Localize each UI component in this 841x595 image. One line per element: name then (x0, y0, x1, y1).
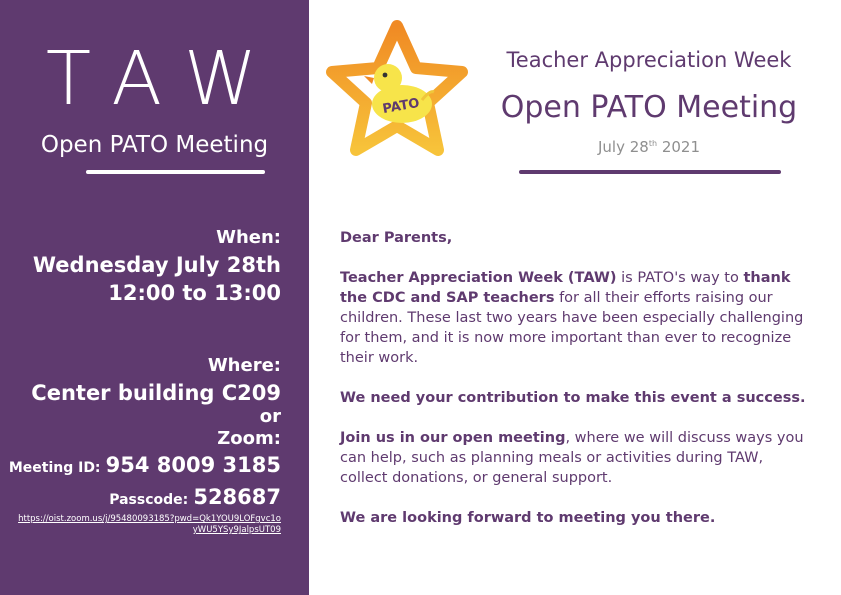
taw-title: TAW (45, 36, 284, 122)
when-section (0, 227, 281, 307)
zoom-label: Zoom: (217, 428, 281, 449)
when-label: When: (216, 227, 281, 248)
when-date: Wednesday July 28th (32, 253, 281, 277)
letter-paragraph-2: We need your contribution to make this event a success. (340, 390, 806, 406)
passcode-label: Passcode: (109, 492, 189, 508)
header-subtitle: Open PATO Meeting (500, 90, 798, 125)
passcode-value: 528687 (193, 485, 281, 509)
or-text: or (259, 406, 281, 427)
where-place: Center building C209 (31, 381, 281, 405)
letter-paragraph-4: We are looking forward to meeting you there. (340, 510, 716, 526)
header-date: July 28th 2021 (597, 138, 700, 156)
letter-greeting: Dear Parents, (340, 230, 453, 246)
meeting-id-value: 954 8009 3185 (105, 453, 281, 477)
letter-body (340, 228, 815, 548)
where-label: Where: (207, 355, 281, 376)
zoom-link[interactable]: https://oist.zoom.us/j/95480093185?pwd=Qk1YOU9LOFgvc1oyWU5YSy9JalpsUT09 (18, 514, 281, 535)
sidebar-subtitle: Open PATO Meeting (40, 132, 269, 158)
header-divider (519, 170, 781, 174)
svg-text:PATO: PATO (381, 95, 421, 118)
where-section (0, 355, 281, 536)
passcode-row (0, 483, 281, 514)
meeting-id-label: Meeting ID: (8, 460, 101, 476)
pato-duck-logo (322, 18, 472, 168)
letter-paragraph-1: Teacher Appreciation Week (TAW) is PATO's way to thank the CDC and SAP teachers for all their efforts raising our children. These last two years have been especially challenging for them, and it is now more important than ever to recognize their work. (340, 270, 804, 366)
sidebar-divider (86, 170, 265, 174)
sidebar-panel (0, 0, 309, 595)
letter-paragraph-3: Join us in our open meeting, where we will discuss ways you can help, such as planning meals or activities during TAW, collect donations, or general support. (340, 430, 804, 486)
meeting-id-row (0, 451, 281, 483)
when-time: 12:00 to 13:00 (108, 281, 281, 305)
header-title: Teacher Appreciation Week (506, 48, 792, 72)
